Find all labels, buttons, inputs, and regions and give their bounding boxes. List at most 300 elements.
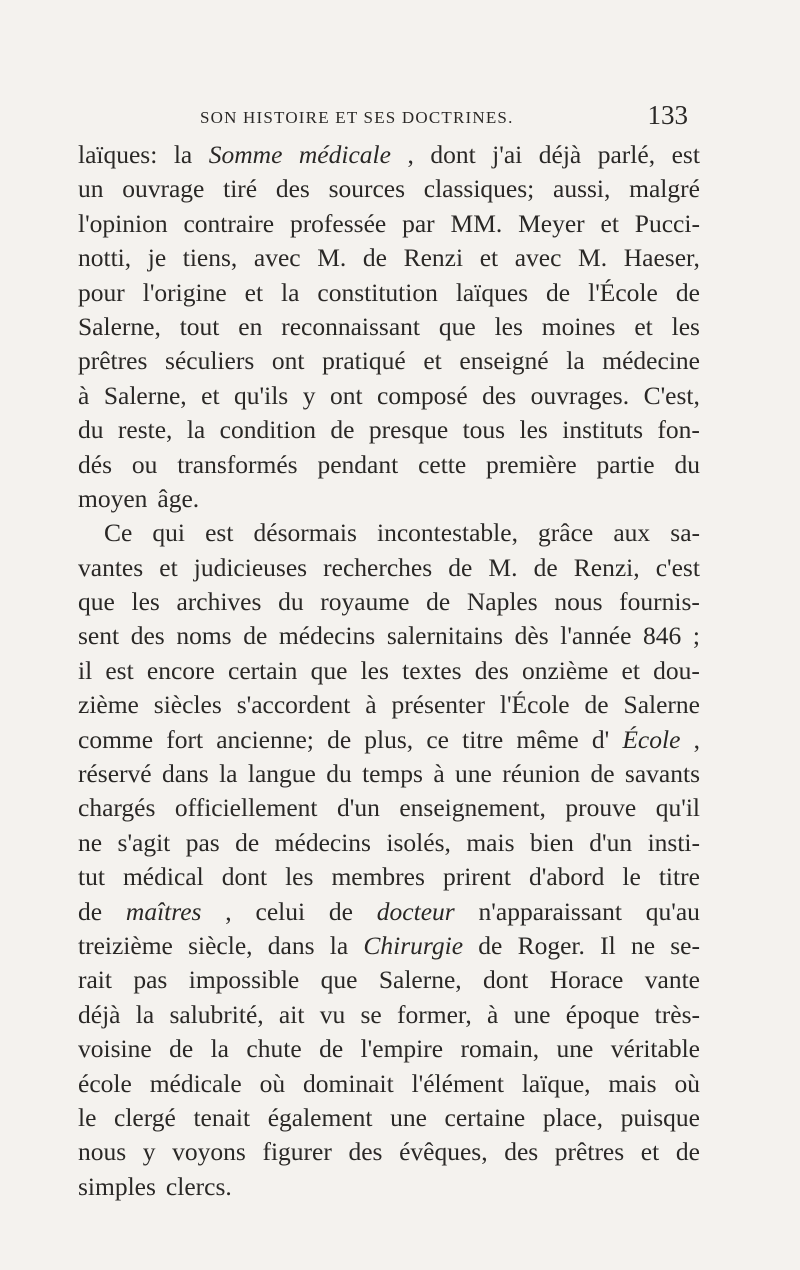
- word: zième: [78, 690, 139, 720]
- word: bien: [529, 827, 574, 857]
- word: que: [310, 655, 348, 685]
- text-line: [78, 413, 700, 447]
- word: pendant: [317, 449, 399, 479]
- word: certain: [228, 655, 298, 685]
- word: voyons: [172, 1137, 246, 1167]
- italic-word: Somme: [208, 140, 283, 169]
- word: une: [390, 1102, 427, 1132]
- word: Il: [600, 930, 616, 960]
- word: et: [600, 208, 619, 238]
- word: qui: [152, 518, 186, 548]
- word: tous: [462, 415, 506, 445]
- word: romain,: [460, 1034, 540, 1064]
- word: tenait: [193, 1102, 251, 1132]
- word: Salerne,: [78, 311, 161, 341]
- word: des: [130, 621, 165, 651]
- word: rait: [78, 965, 112, 995]
- word: pratiqué: [322, 346, 406, 376]
- word: se-: [670, 930, 700, 960]
- word: s'accordent: [236, 690, 351, 720]
- word: cette: [418, 449, 467, 479]
- word: parlé,: [597, 140, 656, 169]
- word: d': [591, 724, 610, 754]
- word: séculiers: [165, 346, 255, 376]
- text-line: [78, 1170, 700, 1204]
- body-text: [78, 138, 700, 1204]
- word: que: [78, 587, 115, 617]
- word: insti-: [647, 827, 700, 857]
- word: isolés,: [386, 827, 451, 857]
- word: titre: [462, 724, 504, 754]
- word: se: [360, 999, 382, 1029]
- word: clercs.: [165, 1171, 232, 1201]
- word: d'un: [336, 793, 380, 823]
- italic-word: École: [622, 724, 681, 754]
- word: sa-: [670, 518, 700, 548]
- word: la: [281, 277, 300, 307]
- word: à: [78, 380, 90, 410]
- word: où: [674, 1068, 700, 1098]
- word: Meyer: [518, 208, 585, 238]
- word: l'École: [588, 277, 658, 307]
- word: constitution: [317, 277, 438, 307]
- word: la: [566, 346, 585, 376]
- word: prêtres: [554, 1137, 625, 1167]
- word: ne: [78, 827, 103, 857]
- text-line: [78, 138, 700, 172]
- word: l'empire: [360, 1034, 444, 1064]
- word: est: [105, 655, 134, 685]
- word: et: [634, 311, 653, 341]
- word: de: [327, 724, 352, 754]
- word: une: [556, 1034, 594, 1064]
- word: laïques:: [78, 140, 158, 169]
- word: malgré: [629, 174, 700, 204]
- word: qu'au: [645, 896, 700, 926]
- word: chute: [246, 1034, 302, 1064]
- word: est: [205, 518, 234, 548]
- word: puisque: [620, 1102, 700, 1132]
- word: j'ai: [492, 140, 523, 169]
- word: certaine: [444, 1102, 526, 1132]
- word: les: [360, 655, 389, 685]
- word: 846: [643, 621, 682, 651]
- text-line: [78, 344, 700, 378]
- word: Salerne: [623, 690, 700, 720]
- word: époque: [565, 999, 640, 1029]
- word: mais: [466, 827, 515, 857]
- word: ou: [131, 449, 158, 479]
- word: le: [622, 862, 641, 892]
- word: évêques,: [399, 1137, 488, 1167]
- word: transformés: [177, 449, 298, 479]
- word: dont: [430, 140, 476, 169]
- word: fournis-: [619, 587, 700, 617]
- word: le: [78, 1102, 97, 1132]
- word: comme: [78, 724, 154, 754]
- word: fon-: [657, 415, 700, 445]
- word: les: [285, 862, 314, 892]
- word: dont: [221, 862, 268, 892]
- word: M.: [317, 243, 347, 273]
- word: à: [433, 759, 445, 789]
- word: pas: [133, 965, 168, 995]
- word: prêtres: [78, 346, 148, 376]
- word: Salerne,: [103, 380, 187, 410]
- word: tiens,: [182, 243, 238, 273]
- word: la: [173, 140, 193, 169]
- word: et: [621, 655, 640, 685]
- word: aussi,: [553, 174, 611, 204]
- word: Salerne,: [378, 965, 462, 995]
- word: presque: [368, 415, 449, 445]
- word: vante: [644, 965, 700, 995]
- word: la: [186, 415, 206, 445]
- word: de: [243, 621, 268, 651]
- word: à: [365, 690, 377, 720]
- word: composé: [377, 380, 468, 410]
- italic-word: docteur: [376, 896, 455, 926]
- italic-word: médicale: [298, 140, 391, 169]
- word: de: [675, 277, 700, 307]
- word: enseignement,: [399, 793, 546, 823]
- word: moyen: [78, 483, 148, 513]
- word: que: [320, 965, 358, 995]
- word: chargés: [78, 793, 156, 823]
- word: école: [78, 1068, 132, 1098]
- word: même: [516, 724, 579, 754]
- word: dominait: [303, 1068, 394, 1098]
- text-line: [78, 172, 700, 206]
- text-line: [78, 723, 700, 757]
- word: la: [329, 930, 349, 960]
- word: je: [147, 243, 167, 273]
- word: contraire: [183, 208, 275, 238]
- word: et: [244, 277, 264, 307]
- word: ,: [693, 724, 700, 754]
- text-line: [78, 276, 700, 310]
- word: y: [142, 1137, 156, 1167]
- word: reste,: [117, 415, 173, 445]
- text-line: [78, 448, 700, 482]
- word: M.: [488, 552, 518, 582]
- word: est: [671, 140, 700, 169]
- word: pas: [185, 827, 220, 857]
- word: impossible: [188, 965, 300, 995]
- word: condition: [219, 415, 316, 445]
- text-line: [78, 895, 700, 929]
- word: nous: [78, 1137, 127, 1167]
- word: s'agit: [117, 827, 171, 857]
- word: des: [348, 1137, 383, 1167]
- word: du: [78, 415, 104, 445]
- text-line: [78, 207, 700, 241]
- word: un: [78, 174, 104, 204]
- text-line: [78, 619, 700, 653]
- word: laïque,: [521, 1068, 591, 1098]
- word: première: [486, 449, 577, 479]
- word: simples: [78, 1171, 156, 1201]
- word: et: [479, 243, 499, 273]
- text-line: [78, 791, 700, 825]
- word: l'année: [560, 621, 632, 651]
- word: incontestable,: [377, 518, 518, 548]
- word: dans: [161, 759, 209, 789]
- word: médecine: [602, 346, 700, 376]
- word: onzième: [521, 655, 609, 685]
- word: enseigné: [459, 346, 549, 376]
- word: de: [78, 896, 103, 926]
- word: salernitains: [386, 621, 503, 651]
- word: ne: [630, 930, 656, 960]
- word: encore: [146, 655, 215, 685]
- word: ouvrage: [122, 174, 205, 204]
- word: siècle,: [188, 930, 253, 960]
- word: et: [201, 380, 220, 410]
- word: archives: [176, 587, 262, 617]
- word: du: [326, 759, 352, 789]
- word: de: [590, 759, 615, 789]
- word: Naples: [466, 587, 538, 617]
- word: les: [671, 311, 700, 341]
- word: qu'il: [655, 793, 700, 823]
- word: dou-: [653, 655, 700, 685]
- word: d'un: [589, 827, 633, 857]
- word: de: [235, 827, 260, 857]
- word: professée: [289, 208, 387, 238]
- word: de: [169, 1034, 194, 1064]
- word: aux: [613, 518, 651, 548]
- word: titre: [658, 862, 700, 892]
- word: la: [210, 1034, 229, 1064]
- word: c'est: [655, 552, 700, 582]
- text-line: [78, 1032, 700, 1066]
- word: tiré: [223, 174, 258, 204]
- word: Renzi: [403, 243, 464, 273]
- word: des: [482, 380, 517, 410]
- word: de: [362, 243, 387, 273]
- word: dès: [514, 621, 549, 651]
- word: l'École: [499, 690, 570, 720]
- text-line: [78, 516, 700, 550]
- word: savants: [624, 759, 700, 789]
- word: voisine: [78, 1034, 152, 1064]
- text-line: [78, 1101, 700, 1135]
- text-line: [78, 241, 700, 275]
- word: des: [474, 655, 509, 685]
- word: par: [402, 208, 435, 238]
- word: MM.: [450, 208, 503, 238]
- word: Roger.: [517, 930, 585, 960]
- word: qu'ils: [234, 380, 289, 410]
- word: et: [159, 552, 178, 582]
- word: déjà: [78, 999, 121, 1029]
- word: la: [219, 759, 238, 789]
- word: de: [533, 552, 558, 582]
- word: médecins: [274, 827, 371, 857]
- word: de: [330, 415, 355, 445]
- word: n'apparaissant: [478, 896, 622, 926]
- word: médical: [122, 862, 204, 892]
- word: de: [328, 896, 353, 926]
- word: grâce: [538, 518, 594, 548]
- word: mais: [608, 1068, 657, 1098]
- word: M.: [578, 243, 608, 273]
- text-line: [78, 585, 700, 619]
- text-line: [78, 963, 700, 997]
- word: médecins: [278, 621, 376, 651]
- text-line: [78, 688, 700, 722]
- word: il: [78, 655, 93, 685]
- text-line: [78, 1135, 700, 1169]
- word: ,: [407, 140, 414, 169]
- word: ait: [278, 999, 305, 1029]
- word: avec: [253, 243, 301, 273]
- word: celui: [255, 896, 306, 926]
- word: des: [504, 1137, 539, 1167]
- word: également: [267, 1102, 373, 1132]
- word: textes: [402, 655, 462, 685]
- word: vu: [319, 999, 346, 1029]
- word: sources: [328, 174, 406, 204]
- text-line: [78, 654, 700, 688]
- word: laïques: [455, 277, 529, 307]
- text-line: [78, 929, 700, 963]
- word: de: [546, 277, 571, 307]
- word: moines: [541, 311, 616, 341]
- word: ,: [225, 896, 232, 926]
- word: la: [135, 999, 155, 1029]
- word: noms: [176, 621, 232, 651]
- word: en: [238, 311, 263, 341]
- word: prouve: [565, 793, 637, 823]
- word: dés: [78, 449, 112, 479]
- running-title: SON HISTOIRE ET SES DOCTRINES.: [200, 108, 514, 127]
- text-line: [78, 310, 700, 344]
- word: nous: [554, 587, 603, 617]
- word: judicieuses: [193, 552, 308, 582]
- word: former,: [397, 999, 472, 1029]
- word: temps: [362, 759, 423, 789]
- text-line: [78, 379, 700, 413]
- word: des: [275, 174, 310, 204]
- word: y: [302, 380, 316, 410]
- word: où: [259, 1068, 286, 1098]
- text-line: [78, 826, 700, 860]
- word: les: [519, 415, 548, 445]
- word: de: [448, 552, 473, 582]
- word: royaume: [320, 587, 410, 617]
- word: recherches: [323, 552, 433, 582]
- word: ont: [329, 380, 363, 410]
- word: du: [674, 449, 700, 479]
- word: ;: [692, 621, 700, 651]
- word: réservé: [78, 759, 152, 789]
- word: partie: [596, 449, 655, 479]
- word: Haeser,: [623, 243, 700, 273]
- word: plus,: [364, 724, 414, 754]
- word: Ce: [104, 518, 133, 548]
- word: âge.: [157, 483, 200, 513]
- word: ce: [426, 724, 449, 754]
- word: et: [640, 1137, 660, 1167]
- word: réunion: [502, 759, 581, 789]
- word: place,: [542, 1102, 603, 1132]
- word: officiellement: [174, 793, 318, 823]
- word: véritable: [610, 1034, 700, 1064]
- word: tut: [78, 862, 105, 892]
- word: de: [584, 690, 609, 720]
- word: désormais: [253, 518, 357, 548]
- word: dans: [267, 930, 315, 960]
- text-line: [78, 1067, 700, 1101]
- word: et: [423, 346, 442, 376]
- word: de: [478, 930, 503, 960]
- text-line: [78, 551, 700, 585]
- word: dont: [483, 965, 529, 995]
- word: reconnaissant: [281, 311, 420, 341]
- word: figurer: [262, 1137, 332, 1167]
- word: une: [513, 999, 551, 1029]
- word: treizième: [78, 930, 173, 960]
- word: avec: [514, 243, 562, 273]
- word: langue: [247, 759, 316, 789]
- word: ancienne;: [216, 724, 314, 754]
- word: fort: [166, 724, 204, 754]
- word: prirent: [442, 862, 511, 892]
- word: ont: [271, 346, 305, 376]
- text-line: [78, 860, 700, 894]
- word: que: [438, 311, 476, 341]
- word: pour: [78, 277, 125, 307]
- word: salubrité,: [169, 999, 264, 1029]
- word: membres: [331, 862, 425, 892]
- word: notti,: [78, 243, 132, 273]
- word: présenter: [391, 690, 485, 720]
- word: l'origine: [142, 277, 227, 307]
- page-number: 133: [647, 100, 688, 130]
- word: ouvrages.: [530, 380, 630, 410]
- text-line: [78, 998, 700, 1032]
- word: une: [455, 759, 492, 789]
- word: médicale: [149, 1068, 242, 1098]
- word: les: [131, 587, 160, 617]
- word: classiques;: [423, 174, 535, 204]
- word: clergé: [114, 1102, 176, 1132]
- word: Horace: [549, 965, 624, 995]
- word: l'élément: [411, 1068, 504, 1098]
- word: siècles: [153, 690, 222, 720]
- word: de: [319, 1034, 344, 1064]
- word: de: [426, 587, 451, 617]
- italic-word: Chirurgie: [363, 930, 464, 960]
- word: tout: [179, 311, 220, 341]
- word: C'est,: [643, 380, 700, 410]
- word: l'opinion: [78, 208, 168, 238]
- word: du: [278, 587, 304, 617]
- text-line: [78, 482, 700, 516]
- word: Pucci-: [634, 208, 700, 238]
- word: à: [487, 999, 499, 1029]
- word: sent: [78, 621, 120, 651]
- italic-word: maîtres: [125, 896, 202, 926]
- word: les: [494, 311, 523, 341]
- running-head: [78, 100, 688, 134]
- word: Renzi,: [573, 552, 640, 582]
- word: instituts: [562, 415, 644, 445]
- word: déjà: [538, 140, 582, 169]
- text-line: [78, 757, 700, 791]
